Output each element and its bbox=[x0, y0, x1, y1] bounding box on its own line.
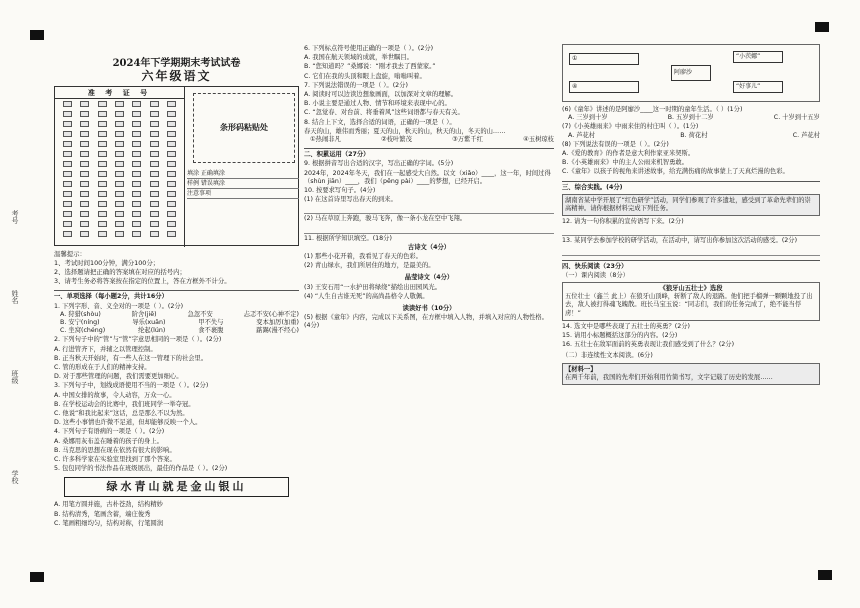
exam-number-bubble bbox=[63, 181, 72, 187]
notes-title: 温馨提示： bbox=[54, 250, 86, 259]
question-10-2: (2) 马在草原上奔跑，骏马飞奔，像一条小龙在空中飞翔。 bbox=[304, 215, 467, 223]
subsection-title: （一）课内阅读（8分） bbox=[562, 271, 629, 279]
section-3-material: 湖南省某中学开展了“红色研学”活动，同学们参观了许多遗址，感受到了革命先辈们的崇高精神。请你根据材料完成下列任务。 bbox=[562, 194, 820, 216]
answer-line bbox=[304, 205, 554, 214]
exam-number-row bbox=[55, 169, 184, 179]
exam-number-bubble bbox=[132, 231, 141, 237]
exam-number-bubble bbox=[132, 181, 141, 187]
exam-number-bubble bbox=[98, 221, 107, 227]
notes bbox=[54, 250, 299, 286]
reading-text: 五位壮士（鑫兰 此上）在狼牙山顶峰，斩断了敌人的退路。他们把手榴弹一颗颗地投了出去，敌人被打得魂飞魄散。班长马宝玉说：“同志们，我们的任务完成了，绝不能当俘虏！” bbox=[565, 293, 813, 317]
exam-number-bubble bbox=[80, 171, 89, 177]
diagram-box: ④ bbox=[569, 81, 639, 93]
exam-number-bubble bbox=[167, 161, 176, 167]
option: ④玉树琼枝 bbox=[523, 136, 554, 144]
exam-number-label: 准 考 证 号 bbox=[55, 87, 184, 99]
question-8: 8. 结合上下文，选择合适的词语，正确的一项是（ ）。 bbox=[304, 118, 456, 126]
question-3: 3. 下列句子中，划线成语使用不当的一项是（ ）。(2分) bbox=[54, 382, 209, 390]
exam-number-row bbox=[55, 189, 184, 199]
option: B. 正当秋天开始时，有一些人在这一管理下的社会里。 bbox=[54, 354, 208, 362]
question-4: 4. 下列句子有语病的一项是（ ）。(2分) bbox=[54, 428, 165, 436]
exam-number-bubble bbox=[63, 221, 72, 227]
section-1-title: 一、单项选择（每小题2分，共计16分） bbox=[54, 290, 299, 301]
exam-number-bubble bbox=[150, 221, 159, 227]
exam-number-bubble bbox=[167, 151, 176, 157]
side-label-name: 姓名 bbox=[11, 290, 19, 304]
reading-passage bbox=[562, 282, 820, 321]
option: C. 它们在我的头顶和眼上盘旋，嗡嗡叫着。 bbox=[304, 72, 426, 80]
exam-number-bubble bbox=[98, 171, 107, 177]
question-1: 1. 下列字形、音、义全对的一项是（ ）。(2分) bbox=[54, 302, 184, 310]
exam-number-bubble bbox=[167, 231, 176, 237]
exam-number-bubble bbox=[132, 191, 141, 197]
option: C. 许多科学家在实验室里找到了那个答案。 bbox=[54, 456, 176, 464]
option: 阶舍(jiē) bbox=[131, 310, 157, 318]
option: 甲不失与 bbox=[198, 319, 224, 327]
exam-number-bubble bbox=[80, 151, 89, 157]
option: 变本加厉(加重) bbox=[256, 319, 299, 327]
exam-title: 2024年下学期期末考试试卷 bbox=[112, 58, 241, 69]
exam-number-bubble bbox=[167, 201, 176, 207]
exam-number-bubble bbox=[150, 191, 159, 197]
question-2: 2. 下列句子中的“管”与“管”字意思相同的一项是（ ）。(2分) bbox=[54, 336, 222, 344]
answer-line bbox=[562, 247, 820, 256]
question-15: 15. 请用小标题概括这部分的内容。(2分) bbox=[562, 332, 678, 340]
exam-number-bubble bbox=[150, 151, 159, 157]
option: 急忽不安 bbox=[187, 310, 213, 318]
question-5: 5. 包包同学的书法作品在班级展出，最佳的作品是（ ）。(2分) bbox=[54, 465, 228, 473]
subsection-title: 晶莹诗文（4分） bbox=[404, 274, 454, 282]
exam-number-bubble bbox=[80, 101, 89, 107]
exam-number-bubble bbox=[150, 171, 159, 177]
fill-label: 注意事项 bbox=[187, 189, 299, 199]
diagram-box: ① bbox=[569, 53, 639, 65]
option: A. 用笔方圆并施，古朴苍劲，结构精妙 bbox=[54, 501, 163, 509]
option: 纶起(lún) bbox=[138, 327, 166, 335]
exam-number-bubble bbox=[115, 111, 124, 117]
exam-number-row bbox=[55, 159, 184, 169]
option: ③万紫千红 bbox=[452, 136, 483, 144]
option: ①热闹非凡 bbox=[310, 136, 341, 144]
exam-number-bubble bbox=[167, 171, 176, 177]
subsection-title: 读读好书（10分） bbox=[402, 305, 456, 313]
exam-number-bubble bbox=[63, 141, 72, 147]
exam-number-row bbox=[55, 99, 184, 109]
exam-number-bubble bbox=[167, 181, 176, 187]
exam-number-bubble bbox=[63, 101, 72, 107]
question-13-1: (5) 根据《童年》内容，完成以下关系图，在方框中填入人物，并填入对应的人物性格。(4分) bbox=[304, 314, 548, 330]
exam-number-row bbox=[55, 219, 184, 229]
option: A. 我国在航天领域的成就，举世瞩目。 bbox=[304, 54, 413, 62]
exam-number-bubble bbox=[132, 101, 141, 107]
option: B. “您知道吗？”桑娜说：“刚才我去了西蒙家。” bbox=[304, 63, 436, 71]
exam-number-bubble bbox=[132, 131, 141, 137]
exam-number-bubble bbox=[98, 231, 107, 237]
exam-number-row bbox=[55, 139, 184, 149]
exam-number-bubble bbox=[132, 111, 141, 117]
exam-number-bubble bbox=[115, 161, 124, 167]
corner-marker bbox=[815, 22, 829, 32]
exam-number-bubble bbox=[167, 101, 176, 107]
option: C. 十岁到十五岁 bbox=[773, 114, 820, 122]
material-title: 【材料一】 bbox=[565, 365, 597, 373]
question-11-2: (2) 青山绿水，我们所居住的地方，是最美的。 bbox=[304, 262, 435, 270]
exam-number-bubble bbox=[150, 201, 159, 207]
exam-number-row bbox=[55, 199, 184, 209]
section-4-title: 四、快乐阅读（23分） bbox=[562, 260, 820, 271]
exam-number-bubble bbox=[63, 231, 72, 237]
option: 忐忑不安(心神不定) bbox=[243, 310, 299, 318]
note-item: 3、请考生务必将答案按在指定的位置上，答在方框外不计分。 bbox=[54, 277, 231, 286]
calligraphy-sample: 绿水青山就是金山银山 bbox=[64, 477, 289, 497]
diagram-box: “小茨娜” bbox=[733, 51, 783, 63]
option: A. 行进管齐下，并辅之以管理控制。 bbox=[54, 345, 157, 353]
exam-subject: 六年级语文 bbox=[141, 69, 212, 84]
exam-number-bubble bbox=[63, 111, 72, 117]
exam-number-bubble bbox=[150, 211, 159, 217]
exam-number-bubble bbox=[63, 191, 72, 197]
exam-number-bubble bbox=[167, 111, 176, 117]
exam-number-bubble bbox=[115, 221, 124, 227]
reading-title: 《狼牙山五壮士》选段 bbox=[659, 285, 723, 293]
material-text: 在两千年前，我国的先辈们开始利用竹简书写，文字记载了历史的发展…… bbox=[565, 373, 773, 381]
exam-number-bubble bbox=[132, 201, 141, 207]
option: A. 三岁到十岁 bbox=[568, 114, 608, 122]
question-7a: (7)《小英雄雨来》中雨来住的村庄叫（ ）。(1分) bbox=[562, 123, 699, 131]
option: ②枝叶繁茂 bbox=[381, 136, 412, 144]
exam-number-bubble bbox=[115, 121, 124, 127]
exam-number-bubble bbox=[98, 211, 107, 217]
exam-number-grid bbox=[55, 87, 185, 247]
option: C. 笔画粗细均匀，结构对称，行笔圆润 bbox=[54, 519, 164, 527]
exam-number-bubble bbox=[150, 141, 159, 147]
exam-number-bubble bbox=[80, 211, 89, 217]
exam-number-bubble bbox=[132, 171, 141, 177]
option: D. 对于那些管理的问题，我们需要更加细心。 bbox=[54, 373, 183, 381]
exam-number-bubble bbox=[132, 151, 141, 157]
exam-number-bubble bbox=[98, 161, 107, 167]
question-7: 7. 下列说法错误的一项是（ ）。(2分) bbox=[304, 81, 408, 89]
option: B. 小说主要是通过人物、情节和环境来表现中心的。 bbox=[304, 100, 451, 108]
diagram-box: “好事儿” bbox=[733, 81, 783, 93]
option: C. 芦花村 bbox=[792, 131, 820, 139]
subsection-title: （二）非连续性文本阅读。(6分) bbox=[562, 352, 653, 360]
exam-number-bubble bbox=[167, 211, 176, 217]
question-16: 16. 五壮士在敌军面前的英勇表现让我们感受到了什么？(2分) bbox=[562, 341, 735, 349]
option: B. 五岁到十二岁 bbox=[667, 114, 714, 122]
note-item: 1、考试时间100分钟，满分100分； bbox=[54, 259, 160, 268]
exam-number-bubble bbox=[63, 121, 72, 127]
corner-marker bbox=[818, 570, 832, 580]
note-item: 2、选择题请把正确的答案填在对应的括号内； bbox=[54, 268, 186, 277]
exam-number-bubble bbox=[98, 131, 107, 137]
exam-number-bubble bbox=[115, 231, 124, 237]
exam-number-bubble bbox=[150, 101, 159, 107]
exam-number-bubble bbox=[80, 231, 89, 237]
fill-label: 填涂 正确填涂 bbox=[187, 169, 299, 179]
exam-number-bubble bbox=[167, 191, 176, 197]
exam-number-bubble bbox=[80, 131, 89, 137]
exam-number-row bbox=[55, 109, 184, 119]
option: C. “忽觉春、对台前、将垂着风”这些词语都与春天有关。 bbox=[304, 109, 464, 117]
exam-number-row bbox=[55, 149, 184, 159]
question-12-2: (4) “人生自古谁无死”的高尚品格令人敬佩。 bbox=[304, 292, 429, 300]
option: B. 马克思的思想在现在依然有很大的影响。 bbox=[54, 446, 176, 454]
exam-number-bubble bbox=[98, 201, 107, 207]
material-box bbox=[562, 363, 820, 385]
option: C. 管的形成在于人们的精神支持。 bbox=[54, 364, 151, 372]
question-10: 10. 按要求写句子。(4分) bbox=[304, 187, 376, 195]
option: 导乐(xuān) bbox=[132, 319, 166, 327]
answer-line bbox=[562, 227, 820, 236]
question-10-1: (1) 在这首诗里写出春天的到来。 bbox=[304, 196, 397, 204]
exam-number-bubble bbox=[80, 181, 89, 187]
exam-number-bubble bbox=[98, 141, 107, 147]
barcode-area: 条形码粘贴处 bbox=[193, 93, 295, 163]
option: 食不裹腹 bbox=[198, 327, 224, 335]
option: A. 桑娜用灰布盖在睡着的孩子的身上。 bbox=[54, 437, 163, 445]
option: A. 狩猎(shòu) bbox=[60, 310, 101, 318]
option: C. 坐窝(chéng) bbox=[60, 327, 106, 335]
subsection-title: 古诗文（4分） bbox=[407, 243, 451, 251]
character-diagram bbox=[562, 44, 820, 102]
option: C. 他说“和我比起来”这话，总是那么不以为然。 bbox=[54, 410, 189, 418]
question-6: 6. 下列标点符号使用正确的一项是（ ）。(2分) bbox=[304, 45, 434, 52]
exam-number-row bbox=[55, 229, 184, 239]
option: A. 阅读时可以边读边想象画面，以加深对文章的理解。 bbox=[304, 91, 458, 99]
diagram-center: 阿廖沙 bbox=[671, 65, 711, 81]
exam-number-bubble bbox=[80, 121, 89, 127]
question-14: 14. 选文中是哪些表现了五壮士的英勇？(2分) bbox=[562, 322, 690, 330]
exam-number-bubble bbox=[150, 181, 159, 187]
exam-number-bubble bbox=[132, 161, 141, 167]
exam-number-bubble bbox=[98, 151, 107, 157]
option: A. 芦花村 bbox=[568, 131, 596, 139]
exam-number-bubble bbox=[167, 131, 176, 137]
exam-number-row bbox=[55, 179, 184, 189]
fill-example bbox=[187, 169, 299, 199]
exam-number-bubble bbox=[63, 131, 72, 137]
question-6a: (6)《童年》讲述的是阿廖沙____这一时期的童年生活。（ ）(1分) bbox=[562, 106, 743, 113]
option: 踮踢(漫不经心) bbox=[256, 327, 299, 335]
candidate-info-box bbox=[54, 86, 299, 246]
exam-number-bubble bbox=[150, 131, 159, 137]
exam-number-bubble bbox=[80, 161, 89, 167]
exam-number-bubble bbox=[63, 161, 72, 167]
answer-line bbox=[304, 225, 554, 234]
exam-number-bubble bbox=[167, 141, 176, 147]
side-label-school: 学校 bbox=[11, 470, 19, 484]
column-1 bbox=[54, 44, 299, 528]
exam-number-bubble bbox=[98, 111, 107, 117]
option: C.《童年》以孩子的视角来讲述故事，给充满伤痛的故事蒙上了天真烂漫的色彩。 bbox=[562, 168, 789, 176]
exam-number-bubble bbox=[132, 121, 141, 127]
exam-number-bubble bbox=[132, 141, 141, 147]
question-8-text: 春天的山，雄伟而秀丽；夏天的山，秋天的山，秋天的山，冬天的山…… bbox=[304, 127, 506, 135]
section-3-title: 三、综合实践。(4分) bbox=[562, 181, 820, 192]
question-9-text: 2024年，2024年冬天，我们在一起感受大自然。以文（xiǎo）____，这一年，时间过得（shùn jiān）____，我们（pēng pài）____的梦想，已经开启。 bbox=[304, 169, 551, 185]
side-label-class: 班级 bbox=[11, 370, 19, 384]
exam-number-bubble bbox=[115, 211, 124, 217]
exam-number-bubble bbox=[167, 121, 176, 127]
exam-number-bubble bbox=[132, 221, 141, 227]
exam-number-bubble bbox=[80, 111, 89, 117]
question-9: 9. 根据拼音写出合适的汉字，写出正确的字词。(5分) bbox=[304, 160, 454, 168]
exam-number-bubble bbox=[63, 171, 72, 177]
exam-number-bubble bbox=[115, 171, 124, 177]
option: A. 中国女排的故事，令人动容，万众一心。 bbox=[54, 391, 176, 399]
exam-number-row bbox=[55, 209, 184, 219]
exam-number-bubble bbox=[115, 101, 124, 107]
exam-number-bubble bbox=[115, 181, 124, 187]
exam-number-bubble bbox=[98, 191, 107, 197]
option: B. 结构清秀，笔画含蓄，端庄俊秀 bbox=[54, 510, 151, 518]
option: B. 荷花村 bbox=[680, 131, 708, 139]
exam-number-bubble bbox=[98, 101, 107, 107]
question-11-1: (1) 那些小花开着，我看见了春天的色彩。 bbox=[304, 253, 422, 261]
exam-number-bubble bbox=[132, 211, 141, 217]
exam-number-bubble bbox=[63, 151, 72, 157]
section-2-title: 二、积累运用（27分） bbox=[304, 148, 554, 159]
exam-number-bubble bbox=[80, 191, 89, 197]
exam-number-bubble bbox=[150, 231, 159, 237]
option: A.《爱的教育》的作者是意大利作家亚米契斯。 bbox=[562, 150, 695, 158]
exam-number-bubble bbox=[115, 191, 124, 197]
option: B. 在学校运动会的比赛中，我们班同学一举夺冠。 bbox=[54, 400, 195, 408]
side-label-kaohao: 考号 bbox=[11, 210, 19, 224]
exam-number-bubble bbox=[115, 141, 124, 147]
option: B. 安宁(níng) bbox=[60, 319, 100, 327]
option: D. 这些小事情也许微不足道，但却能够反映一个人。 bbox=[54, 419, 202, 427]
exam-number-bubble bbox=[167, 221, 176, 227]
exam-number-bubble bbox=[150, 111, 159, 117]
exam-number-bubble bbox=[115, 151, 124, 157]
question-12: 12. 请为一句你积累的宣传语写下来。(2分) bbox=[562, 218, 684, 226]
question-13: 13. 某同学去参加学校的研学活动，在活动中，请写出你参加这次活动的感受。(2分) bbox=[562, 237, 798, 245]
fill-label: 样例 错误填涂 bbox=[187, 179, 299, 189]
exam-number-bubble bbox=[98, 181, 107, 187]
exam-number-bubble bbox=[63, 211, 72, 217]
exam-number-bubble bbox=[115, 131, 124, 137]
exam-number-bubble bbox=[115, 201, 124, 207]
exam-number-bubble bbox=[150, 161, 159, 167]
exam-number-bubble bbox=[80, 141, 89, 147]
column-3 bbox=[562, 44, 820, 387]
corner-marker bbox=[30, 572, 44, 582]
question-8a: (8) 下列说法有误的一项是（ ）。(2分) bbox=[562, 140, 669, 148]
question-11: 11. 根据所学知识填空。(18分) bbox=[304, 234, 392, 242]
exam-number-bubble bbox=[63, 201, 72, 207]
exam-number-bubble bbox=[80, 221, 89, 227]
question-12-1: (3) 王安石用“一水护田将绿绕”描绘出田园风光。 bbox=[304, 283, 442, 291]
exam-number-bubble bbox=[80, 201, 89, 207]
option: B.《小英雄雨来》中的主人公雨来机智勇敢。 bbox=[562, 159, 688, 167]
corner-marker bbox=[30, 30, 44, 40]
exam-number-bubble bbox=[150, 121, 159, 127]
column-2 bbox=[304, 44, 554, 331]
exam-number-bubble bbox=[98, 121, 107, 127]
exam-number-row bbox=[55, 129, 184, 139]
exam-number-row bbox=[55, 119, 184, 129]
